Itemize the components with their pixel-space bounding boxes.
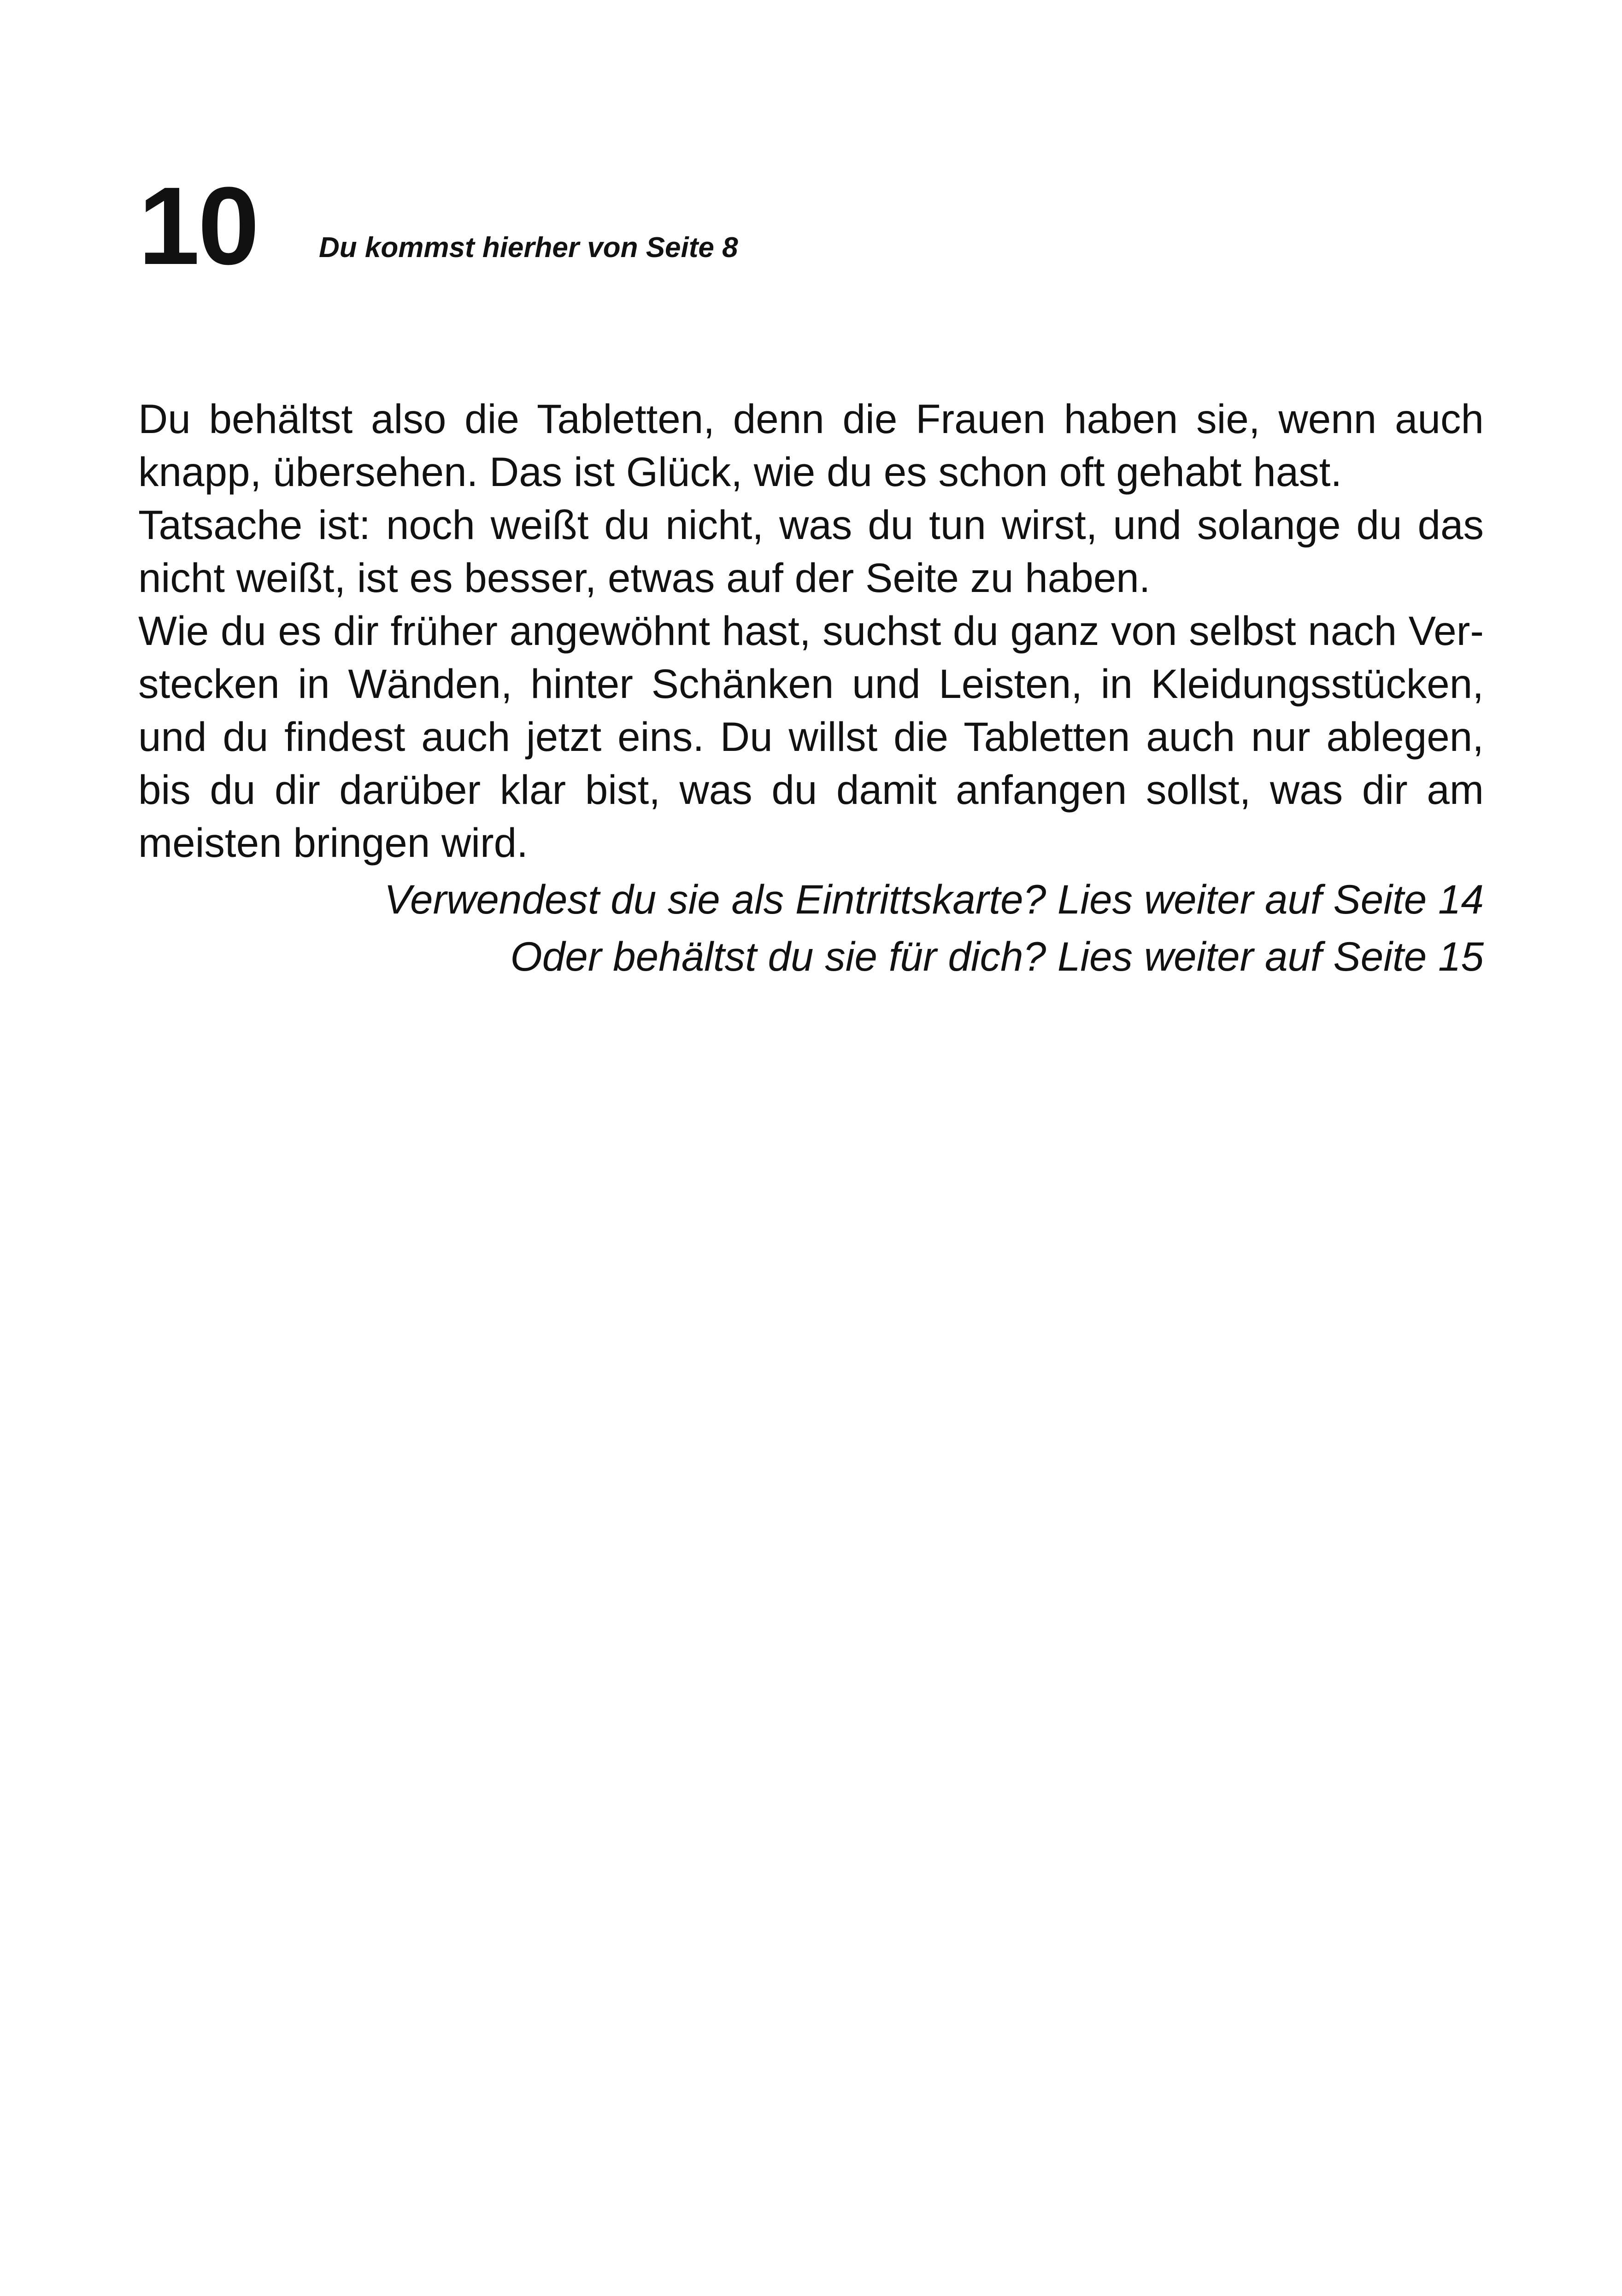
story-paragraph-2: Tatsache ist: noch weißt du nicht, was du tun wirst, und solange du das nicht weißt, ist es besser, etwas auf der Seite zu haben. <box>138 502 1484 601</box>
choice-2: Oder behältst du sie für dich? Lies weiter auf Seite 15 <box>510 933 1484 979</box>
choice-1: Verwendest du sie als Eintrittskarte? Lies weiter auf Seite 14 <box>384 876 1484 922</box>
story-paragraph-3: Wie du es dir früher angewöhnt hast, suchst du ganz von selbst nach Verstecken in Wänden, hinter Schänken und Leisten, in Kleidungsstücken, und du findest auch jetzt eins. Du willst die Tabletten auch nur ablegen, bis du dir darüber klar bist, was du damit anfangen sollst, was dir am meisten bringen wird. <box>138 608 1484 866</box>
choice-list <box>138 871 1484 985</box>
came-from-note: Du kommst hierher von Seite 8 <box>319 232 738 264</box>
story-paragraph-1: Du behältst also die Tabletten, denn die Frauen haben sie, wenn auch knapp, übersehen. Das ist Glück, wie du es schon oft gehabt hast. <box>138 396 1484 495</box>
page-number: 10 <box>138 164 258 287</box>
page-header <box>138 164 1484 287</box>
story-text <box>138 392 1484 869</box>
